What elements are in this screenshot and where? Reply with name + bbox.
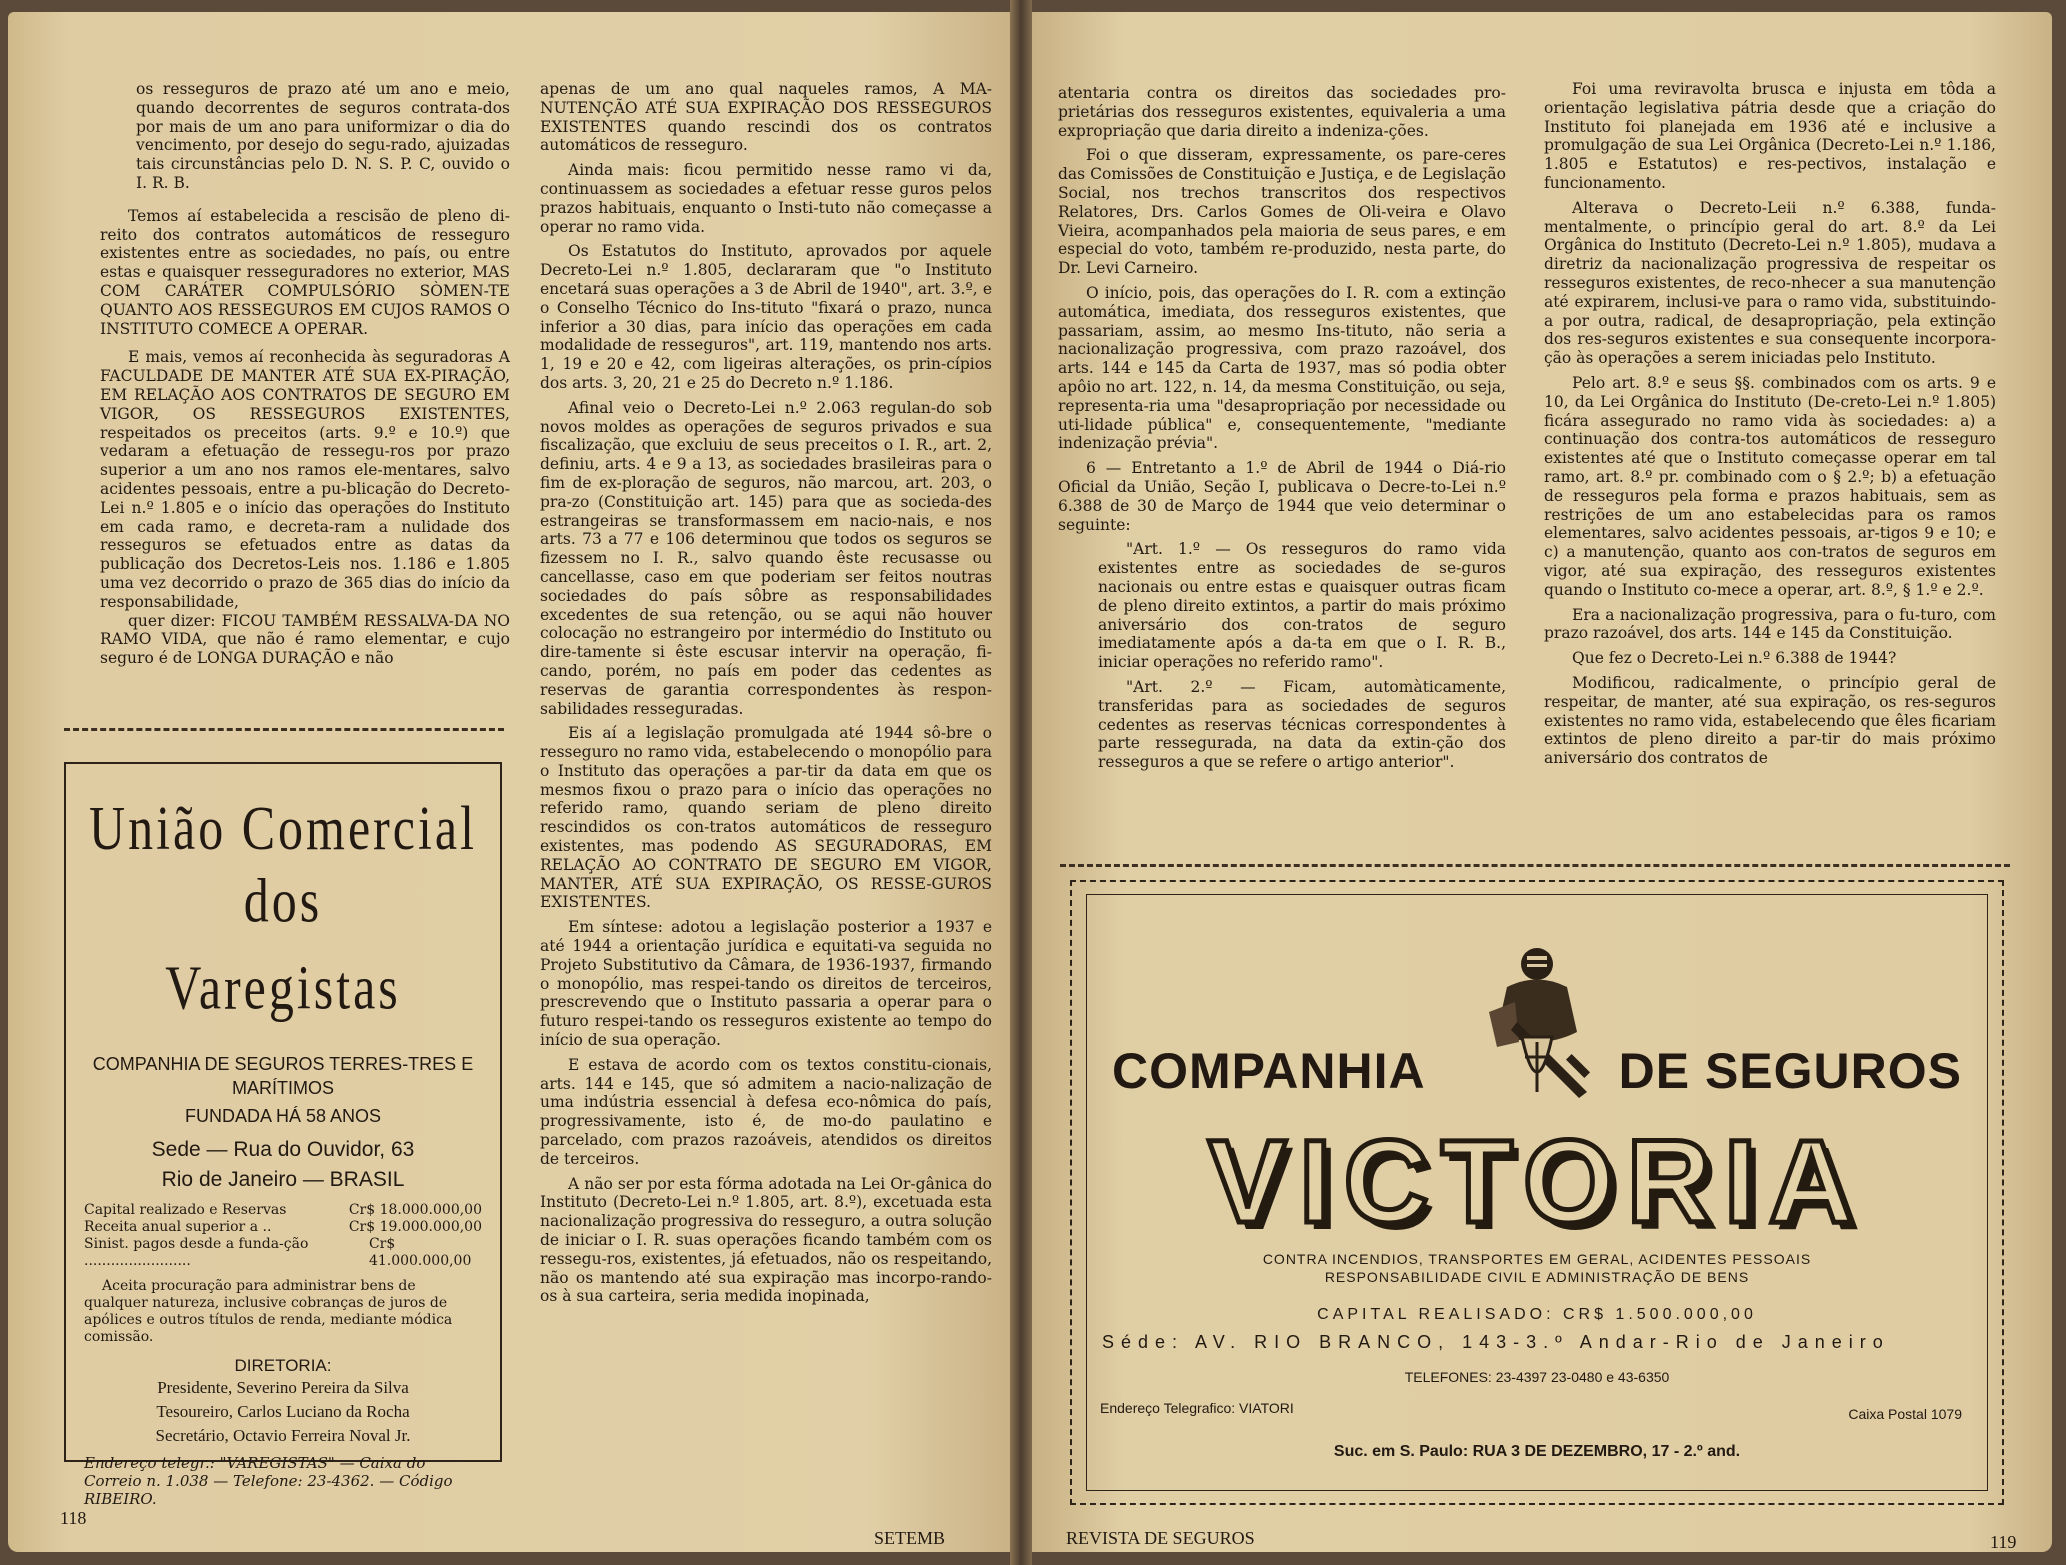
ad-branch: Suc. em S. Paulo: RUA 3 DE DEZEMBRO, 17 - 2.º and. [1333,1443,1741,1460]
right-col2-text [1544,80,1996,774]
ad-director: Presidente, Severino Pereira da Silva [157,1378,409,1397]
paragraph: Ainda mais: ficou permitido nesse ramo vi da, continuassem as sociedades a efetuar resse guros pelos prazos habituais, enquanto o Insti-tuto não começasse a operar no ramo vida. [540,161,992,236]
left-col2-text [540,80,992,1312]
finance-row [84,1236,482,1270]
paragraph: Em síntese: adotou a legislação posterior a 1937 e até 1944 a orientação jurídica e equitati-va seguida no Projeto Substitutivo da Câmara, de 1936-1937, firmando o monopólio, mas respei-tando os direitos de terceiros, prescrevendo que o Instituto passaria a operar para o futuro respei-tando os resseguros existente ao tempo do início de sua operação. [540,918,992,1050]
ad-heading-right: DE SEGUROS [1618,1043,1962,1099]
ad-directory-heading: DIRETORIA: [234,1356,332,1375]
paragraph: Temos aí estabelecida a rescisão de pleno di-reito dos contratos automáticos de resseguro existentes entre as sociedades, no país, ou entre estas e quaisquer resseguradores no exterior, MAS COM CARÁTER COMPULSÓRIO SÒMEN-TE QUANTO AOS RESSEGUROS EM CUJOS RAMOS O INSTITUTO COMECE A OPERAR. [100,206,510,338]
ad-director: Tesoureiro, Carlos Luciano da Rocha [156,1402,410,1421]
paragraph: E estava de acordo com os textos constitu-cionais, arts. 144 e 145, que só admitem a nacio-nalização de uma indústria essencial à defesa eco-nômica do país, progressivamente, isto é, de mo-do paulatino e parcelado, com prazos razoáveis, atendidos os direitos de terceiros. [540,1055,992,1168]
ad-telegraph: Endereço Telegrafico: VIATORI [1100,1400,1294,1416]
ad-subtitle: COMPANHIA DE SEGUROS TERRES-TRES E MARÍTIMOS [92,1054,474,1098]
ad-po-box: Caixa Postal 1079 [1848,1406,1962,1422]
ad-service-line: RESPONSABILIDADE CIVIL E ADMINISTRAÇÃO DE BENS [1324,1269,1750,1285]
right-col1-text [1058,84,1506,778]
paragraph: A não ser por esta fórma adotada na Lei Or-gânica do Instituto (Decreto-Lei n.º 1.805, art. 8.º), excetuada esta nacionalização progressiva do resseguro, a outra solução de iniciar o I. R. suas operações ficando também com os ressegu-ros, existentes, já efetuados, não os respeitando, não os mantendo até sua expiração mas incorpo-rando-os à sua carteira, seria medida inopinada, [540,1174,992,1306]
ad-heading-left: COMPANHIA [1112,1043,1426,1099]
ad-founded: FUNDADA HÁ 58 ANOS [184,1106,382,1126]
uniao-advertisement [64,762,502,1508]
paragraph: Modificou, radicalmente, o princípio geral de respeitar, de manter, até sua expiração, os res-seguros existentes no ramo vida, estabelecendo que êles ficariam extintos de pleno direito a par-tir do mais próximo aniversário dos contratos de [1544,673,1996,768]
ad-contact: Endereço telegr.: "VAREGISTAS" — Caixa do Correio n. 1.038 — Telefone: 23-4362. — Código RIBEIRO. [84,1454,453,1508]
paragraph: Os Estatutos do Instituto, aprovados por aquele Decreto-Lei n.º 1.805, declararam que "o Instituto encetará suas operações a 3 de Abril de 1940", art. 3.º, e o Conselho Técnico do Ins-tituto "fixará o prazo, nunca inferior a 30 dias, para início das operações em cada modalidade de resseguros", art. 119, mantendo nos arts. 1, 19 e 20 e 42, com ligeiras alterações, os prin-cípios dos arts. 3, 20, 21 e 25 do Decreto n.º 1.186. [540,242,992,392]
ad-sede: Sede — Rua do Ouvidor, 63 [151,1138,415,1161]
paragraph: Era a nacionalização progressiva, para o fu-turo, com prazo razoável, dos arts. 144 e 145 da Constituição. [1544,605,1996,643]
ad-phones: TELEFONES: 23-4397 23-0480 e 43-6350 [1404,1369,1670,1385]
finance-row [84,1219,482,1236]
left-page-number: 118 [60,1508,87,1528]
finance-label: Receita anual superior a .. [84,1219,272,1235]
left-col1-text [100,80,510,674]
paragraph: quer dizer: FICOU TAMBÉM RESSALVA-DA NO RAMO VIDA, que não é ramo elementar, e cujo seguro é de LONGA DURAÇÃO e não [100,611,510,668]
paragraph: Foi uma reviravolta brusca e injusta em tôda a orientação legislativa pátria desde que a criação do Instituto foi planejada em 1936 até e inclusive a promulgação de sua Lei Orgânica (Decreto-Lei n.º 1.186, 1.805 e Estatutos) e res-pectivos, instalação e funcionamento. [1544,80,1996,192]
paragraph: atentaria contra os direitos das sociedades pro-prietárias dos resseguros existentes, equivaleria a uma expropriação que daria direito a indeniza-ções. [1058,84,1506,140]
paragraph: apenas de um ano qual naqueles ramos, A MA-NUTENÇÃO ATÉ SUA EXPIRAÇÃO DOS RESSEGUROS EXISTENTES quando rescindi dos os contratos automáticos de resseguro. [540,80,992,155]
ad-services [1072,1250,2002,1286]
section-divider [1060,864,2010,867]
law-quote: "Art. 1.º — Os resseguros do ramo vida existentes entre as sociedades de se-guros nacionais ou entre estas e quaisquer outras ficam de pleno direito extintos, a partir do mais próximo aniversário dos con-tratos de seguro imediatamente após a da-ta em que o I. R. B., iniciar operações no referido ramo". [1098,540,1506,672]
finance-value: Cr$ 41.000.000,00 [368,1236,472,1269]
paragraph: Foi o que disseram, expressamente, os pare-ceres das Comissões de Constituição e Justiça, e de Legislação Social, nos trechos transcritos dos respectivos Relatores, Drs. Carlos Gomes de Oli-veira e Olavo Vieira, acompanhados pela maioria de seus pares, e em especial do voto, também re-produzido, nesta parte, do Dr. Levi Carneiro. [1058,146,1506,278]
victoria-advertisement [1070,880,2004,1505]
ad-city: Rio de Janeiro — BRASIL [161,1168,405,1191]
ad-finance-table [84,1202,482,1270]
finance-label: Sinist. pagos desde a funda-ção ........................ [84,1236,309,1269]
paragraph: Pelo art. 8.º e seus §§. combinados com os arts. 9 e 10, da Lei Orgânica do Instituto (De-creto-Lei n.º 1.805) ficára assegurado no ramo vida às sociedades: a) a continuação dos contra-tos automáticos de resseguro existentes até que o Instituto começasse operar em tal ramo, art. 8.º pr. combinado com o § 2.º; b) a efetuação de resseguros pela forma e prazos habituais, sem as restrições de um ano estabelecidas para os ramos elementares, salvo acidentes pessoais, ar-tigos 9 e 10; e c) a manutenção, quanto aos con-tratos de seguros em vigor, até sua expiração, des resseguros existentes quando o Instituto co-mece a operar, art. 8.º, § 1.º e 2.º. [1544,373,1996,599]
ad-title-line2: Varegistas [165,952,401,1022]
paragraph: Que fez o Decreto-Lei n.º 6.388 de 1944? [1572,649,1897,668]
paragraph: Afinal veio o Decreto-Lei n.º 2.063 regulan-do sob novos moldes as operações de seguros privados e sua fiscalização, que excluiu de seus preceitos o I. R., art. 2, definiu, arts. 4 e 9 a 13, as sociedades brasileiras para o fim de ex-ploração de seguros, não marcou, art. 203, o pra-zo (Constituição art. 145) para que as socieda-des estrangeiras se transformassem em nacio-nais, e nos arts. 73 a 77 e 106 determinou que todos os seguros se fizessem no I. R., salvo quando êste recusasse ou cancellasse, caso em que poderiam ser feitos noutras sociedades do país sôbre as responsabilidades excedentes de sua retenção, ou se aqui não houver colocação no estrangeiro por intermédio do Instituto ou dire-tamente si êste escusar intervir na operação, fi-cando, porém, no país em poder das cedentes as reservas de garantia correspondentes às respon-sabilidades resseguradas. [540,398,992,718]
ad-director: Secretário, Octavio Ferreira Noval Jr. [155,1426,411,1445]
paragraph: 6 — Entretanto a 1.º de Abril de 1944 o Diá-rio Oficial da União, Seção I, publicava o Decre-to-Lei n.º 6.388 de 30 de Março de 1944 que veio determinar o seguinte: [1058,459,1506,534]
ad-address: Séde: AV. RIO BRANCO, 143-3.º Andar-Rio de Janeiro [1102,1332,1890,1352]
finance-label: Capital realizado e Reservas [84,1202,287,1218]
left-footer-month: SETEMB [874,1528,946,1548]
ad-title-line1: União Comercial dos [89,792,477,936]
law-quote: "Art. 2.º — Ficam, automàticamente, transferidas para as sociedades de seguros cedentes as reservas técnicas correspondentes à parte ressegurada, na data da extin-ção dos resseguros a que se refere o artigo anterior". [1098,677,1506,772]
paragraph: O início, pois, das operações do I. R. com a extinção automática, imediata, dos resseguros existentes, que passariam, assim, ao mesmo Ins-tituto, não seria a nacionalização progressiva, com prazo razoável, dos arts. 144 e 145 da Carta de 1937, mas só podia obter apôio no art. 122, n. 14, da mesma Constituição, ou seja, representa-ria uma "desapropriação por necessidade ou uti-lidade pública" e, consequentemente, "mediante indenização prévia". [1058,283,1506,453]
ad-accept-text: Aceita procuração para administrar bens de qualquer natureza, inclusive cobranças de juros de apólices e outros títulos de renda, mediante módica comissão. [84,1278,453,1345]
paragraph: E mais, vemos aí reconhecida às seguradoras A FACULDADE DE MANTER ATÉ SUA EX-PIRAÇÃO, EM RELAÇÃO AOS CONTRATOS DE SEGURO EM VIGOR, OS RESSEGUROS EXISTENTES, respeitados os preceitos (arts. 9.º e 10.º) que vedaram a efetuação de ressegu-ros por prazo superior a um ano nos ramos ele-mentares, salvo acidentes pessoais, entre a pu-blicação do Decreto-Lei n.º 1.805 e o início das operações do Instituto em cada ramo, e decreta-ram a nulidade dos resseguros se efetuados entre as datas da publicação dos Decretos-Leis nos. 1.186 e 1.805 uma vez decorrido o prazo de 365 dias do início da responsabilidade, [100,348,510,611]
ad-company-heading [1112,1042,1962,1100]
finance-value: Cr$ 19.000.000,00 [348,1219,482,1235]
ad-service-line: CONTRA INCENDIOS, TRANSPORTES EM GERAL, ACIDENTES PESSOAIS [1262,1251,1812,1267]
right-footer-title: REVISTA DE SEGUROS [1066,1528,1255,1548]
paragraph: Alterava o Decreto-Leii n.º 6.388, funda-mentalmente, o princípio geral do art. 8.º da Lei Orgânica do Instituto (Decreto-Lei n.º 1.805), mudava a diretriz da nacionalização progressiva de respeitar os resseguros existentes, de reco-nhecer a sua manutenção até expirarem, inclusi-ve para o ramo vida, substituindo-a por outra, radical, de desapropriação, pela extinção dos res-seguros existentes e sua consequente incorpora-ção às operações a serem iniciadas pelo Instituto. [1544,198,1996,368]
paragraph: os resseguros de prazo até um ano e meio, quando decorrentes de seguros contrata-dos por mais de um ano para uniformizar o dia do vencimento, por desejo do segu-rado, ajuizadas tais circunstâncias pelo D. N. S. P. C, ouvido o I. R. B. [136,80,510,192]
ad-capital: CAPITAL REALISADO: CR$ 1.500.000,00 [1317,1306,1757,1323]
paragraph: Eis aí a legislação promulgada até 1944 sô-bre o resseguro no ramo vida, estabelecendo o monopólio para o Instituto das operações a par-tir da data em que os mesmos fixou o prazo para o início das operações no referido ramo, quando seriam de pleno direito rescindidos os con-tratos automáticos de resseguro existentes, mas podendo AS SEGURADORAS, EM RELAÇÃO AO CONTRATO DE SEGURO EM VIGOR, MANTER, ATÉ SUA EXPIRAÇÃO, OS RESSE-GUROS EXISTENTES. [540,724,992,912]
ad-brand-name: VICTORIA [1208,1116,1866,1248]
right-page-number: 119 [1990,1532,2017,1552]
finance-value: Cr$ 18.000.000,00 [348,1202,482,1218]
section-divider [64,728,504,731]
book-gutter [1010,0,1032,1565]
finance-row [84,1202,482,1219]
